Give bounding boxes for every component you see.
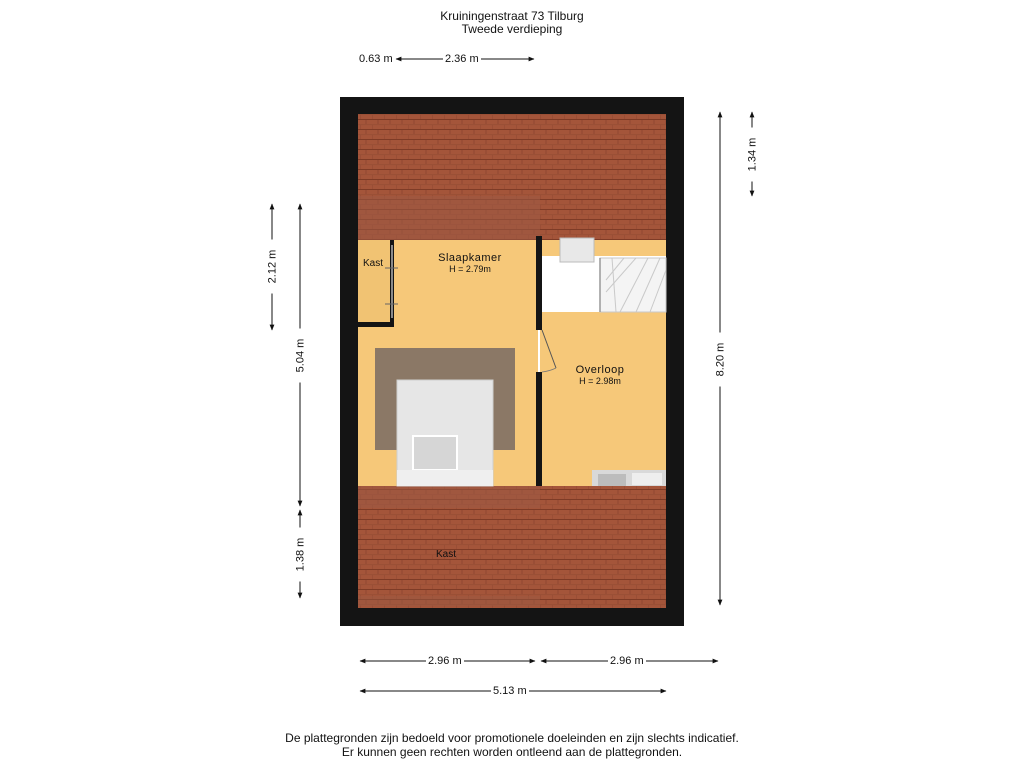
dim-bottom-total: 5.13 m [493,685,527,697]
overloop-label [550,364,650,386]
floor-title: Tweede verdieping [461,22,563,36]
dim-left-lower: 1.38 m [295,528,308,582]
slaapkamer-height: H = 2.79m [449,264,491,274]
dim-left-mid: 5.04 m [295,329,308,383]
slaapkamer-name: Slaapkamer [438,252,502,264]
dim-top-left: 0.63 m [359,53,393,65]
kast-roof-label: Kast [435,549,456,560]
address-title: Kruiningenstraat 73 Tilburg [440,9,584,23]
dim-right-total: 8.20 m [715,333,728,387]
dim-bottom-left: 2.96 m [428,655,462,667]
kast-closet [358,240,394,324]
pillow [413,436,457,470]
overloop-name: Overloop [575,364,625,376]
dim-top-mid: 2.36 m [445,53,479,65]
slaapkamer-label [420,252,520,274]
kast-small-label: Kast [362,258,383,269]
dim-right-small: 1.34 m [747,128,760,182]
disclaimer-line-1: De plattegronden zijn bedoeld voor promotionele doeleinden en zijn slechts indicatief. [285,731,739,745]
disclaimer-line-2: Er kunnen geen rechten worden ontleend aan de plattegronden. [341,745,683,759]
overloop-height: H = 2.98m [579,376,621,386]
dim-bottom-right: 2.96 m [610,655,644,667]
dim-left-upper: 2.12 m [267,240,280,294]
